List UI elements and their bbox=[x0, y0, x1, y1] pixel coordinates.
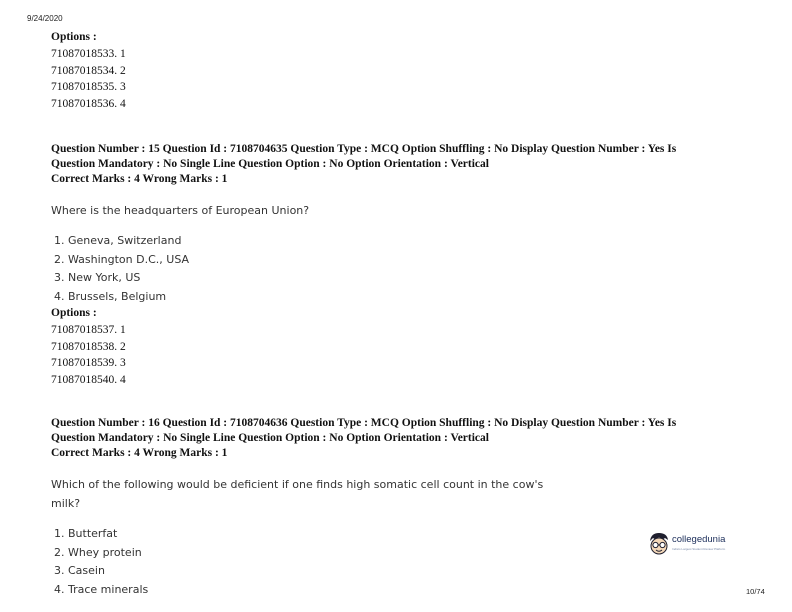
print-date: 9/24/2020 bbox=[27, 14, 63, 23]
marks-line: Correct Marks : 4 Wrong Marks : 1 bbox=[51, 447, 228, 459]
answer-choice: 4. Brussels, Belgium bbox=[54, 289, 167, 303]
options-block-q14 bbox=[51, 30, 751, 112]
answer-choice: 1. Butterfat bbox=[54, 527, 118, 540]
options-title: Options : bbox=[51, 31, 97, 43]
mascot-face-icon bbox=[647, 531, 671, 559]
option-id-line: 71087018534. 2 bbox=[51, 64, 126, 77]
question-text-line: milk? bbox=[51, 497, 81, 510]
options-title: Options : bbox=[51, 307, 97, 319]
question-16 bbox=[51, 416, 751, 599]
logo-wordmark: collegedunia bbox=[672, 534, 726, 545]
question-meta-line: Question Mandatory : No Single Line Question Option : No Option Orientation : Vertical bbox=[51, 158, 489, 170]
marks-line: Correct Marks : 4 Wrong Marks : 1 bbox=[51, 173, 228, 185]
question-meta-line: Question Number : 16 Question Id : 7108704636 Question Type : MCQ Option Shuffling : No Display Question Number : Yes Is bbox=[51, 417, 677, 429]
answer-choice: 2. Washington D.C., USA bbox=[54, 252, 190, 266]
answer-choice: 1. Geneva, Switzerland bbox=[54, 234, 182, 247]
option-id-line: 71087018535. 3 bbox=[51, 81, 126, 93]
page-number: 10/74 bbox=[746, 587, 765, 596]
answer-choice: 3. New York, US bbox=[54, 271, 141, 284]
option-id-line: 71087018540. 4 bbox=[51, 373, 126, 386]
option-id-line: 71087018536. 4 bbox=[51, 97, 126, 110]
answer-choice: 3. Casein bbox=[54, 564, 105, 577]
question-text: Where is the headquarters of European Union? bbox=[51, 204, 310, 217]
question-meta-line: Question Number : 15 Question Id : 7108704635 Question Type : MCQ Option Shuffling : No Display Question Number : Yes Is bbox=[51, 143, 677, 155]
option-id-line: 71087018539. 3 bbox=[51, 357, 126, 369]
logo-tagline: India's Largest Student Review Platform bbox=[672, 547, 726, 551]
option-id-line: 71087018538. 2 bbox=[51, 340, 126, 353]
question-meta-line: Question Mandatory : No Single Line Question Option : No Option Orientation : Vertical bbox=[51, 432, 489, 444]
page-content bbox=[51, 30, 751, 599]
option-id-line: 71087018533. 1 bbox=[51, 48, 126, 60]
option-id-line: 71087018537. 1 bbox=[51, 324, 126, 336]
question-text-line: Which of the following would be deficient if one finds high somatic cell count in the cow's bbox=[51, 478, 544, 491]
collegedunia-logo bbox=[644, 528, 744, 560]
answer-choice: 2. Whey protein bbox=[54, 545, 142, 559]
answer-choice: 4. Trace minerals bbox=[54, 582, 149, 596]
question-15 bbox=[51, 142, 751, 388]
question-text bbox=[51, 475, 751, 513]
